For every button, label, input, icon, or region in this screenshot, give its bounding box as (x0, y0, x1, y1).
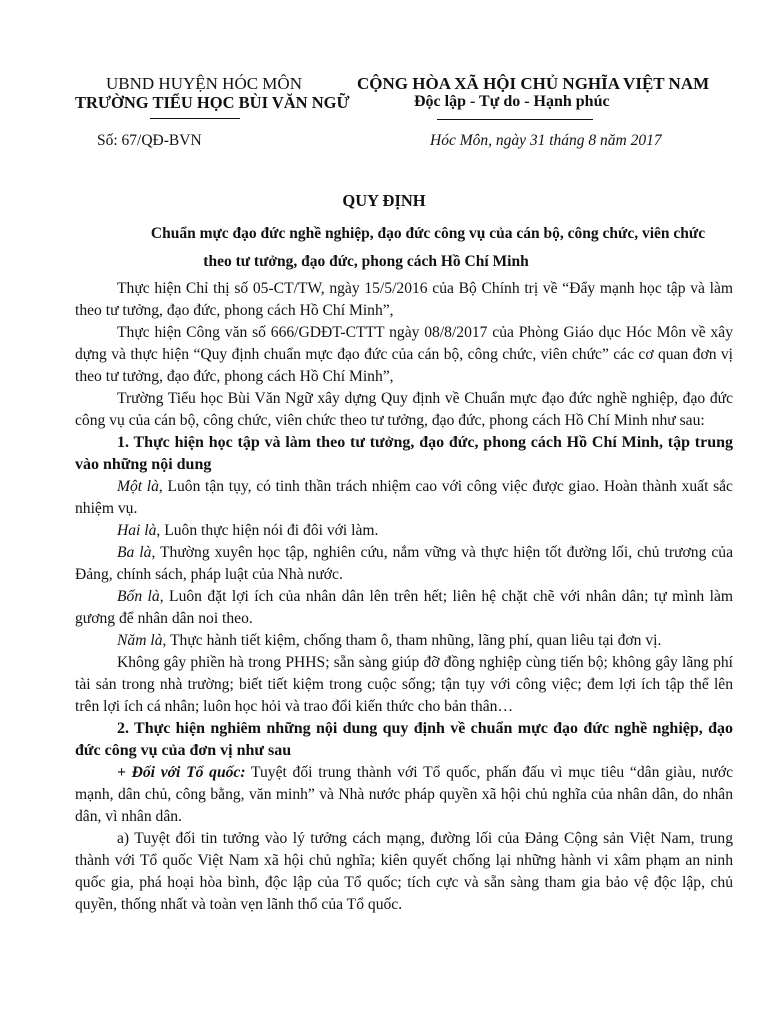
item-lead: Bốn là (117, 588, 160, 605)
list-item (75, 520, 733, 542)
place-and-date: Hóc Môn, ngày 31 tháng 8 năm 2017 (430, 132, 662, 149)
list-item (75, 476, 733, 520)
list-item (75, 630, 733, 652)
document-title: QUY ĐỊNH (342, 191, 426, 210)
document-subtitle-line2: theo tư tưởng, đạo đức, phong cách Hồ Chí Minh (203, 253, 529, 270)
paragraph-text: Tuyệt đối trung thành với Tổ quốc, phấn đấu vì mục tiêu “dân giàu, nước mạnh, dân chủ, công bằng, văn minh” và Nhà nước pháp quyền xã hội chủ nghĩa của nhân dân, do nhân dân, vì nhân dân. (75, 764, 733, 825)
item-text: , Thực hành tiết kiệm, chống tham ô, tham nhũng, lãng phí, quan liêu tại đơn vị. (162, 632, 662, 649)
national-motto: Độc lập - Tự do - Hạnh phúc (414, 93, 610, 110)
paragraph (75, 762, 733, 828)
paragraph-lead: + Đối với Tổ quốc: (117, 764, 246, 781)
paragraph: Thực hiện Chỉ thị số 05-CT/TW, ngày 15/5/2016 của Bộ Chính trị về “Đẩy mạnh học tập và làm theo tư tưởng, đạo đức, phong cách Hồ Chí Minh”, (75, 280, 733, 319)
item-lead: Ba là (117, 544, 152, 561)
item-text: , Luôn tận tụy, có tinh thần trách nhiệm cao với công việc được giao. Hoàn thành xuất sắc nhiệm vụ. (75, 478, 733, 517)
school-underline (150, 118, 240, 119)
motto-underline (437, 119, 593, 120)
school-name: TRƯỜNG TIỂU HỌC BÙI VĂN NGỮ (75, 93, 350, 112)
list-item (75, 542, 733, 586)
document-number: Số: 67/QĐ-BVN (97, 132, 202, 149)
section-heading-2: 2. Thực hiện nghiêm những nội dung quy định về chuẩn mực đạo đức nghề nghiệp, đạo đức công vụ của đơn vị như sau (75, 720, 733, 759)
item-lead: Năm là (117, 632, 163, 649)
country-name: CỘNG HÒA XÃ HỘI CHỦ NGHĨA VIỆT NAM (357, 74, 710, 93)
item-lead: Hai là (117, 522, 157, 539)
section-heading-1: 1. Thực hiện học tập và làm theo tư tưởng, đạo đức, phong cách Hồ Chí Minh, tập trung vào những nội dung (75, 434, 733, 473)
document-subtitle-line1: Chuẩn mực đạo đức nghề nghiệp, đạo đức công vụ của cán bộ, công chức, viên chức (150, 225, 706, 242)
item-text: , Luôn thực hiện nói đi đôi với làm. (156, 522, 379, 539)
item-lead: Một là (117, 478, 159, 495)
list-item (75, 586, 733, 630)
paragraph: Thực hiện Công văn số 666/GDĐT-CTTT ngày 08/8/2017 của Phòng Giáo dục Hóc Môn về xây dựng và thực hiện “Quy định chuẩn mực đạo đức của cán bộ, công chức, viên chức” các cơ quan đơn vị theo tư tưởng, đạo đức, phong cách Hồ Chí Minh”, (75, 324, 733, 385)
paragraph: Trường Tiểu học Bùi Văn Ngữ xây dựng Quy định về Chuẩn mực đạo đức nghề nghiệp, đạo đức công vụ của cán bộ, công chức, viên chức theo tư tưởng, đạo đức, phong cách Hồ Chí Minh như sau: (75, 390, 733, 429)
paragraph: a) Tuyệt đối tin tưởng vào lý tưởng cách mạng, đường lối của Đảng Cộng sản Việt Nam, trung thành với Tổ quốc Việt Nam xã hội chủ nghĩa; kiên quyết chống lại những hành vi xâm phạm an ninh quốc gia, phá hoại hòa bình, độc lập của Tổ quốc; tích cực và sẵn sàng tham gia bảo vệ độc lập, chủ quyền, thống nhất và toàn vẹn lãnh thổ của Tổ quốc. (75, 830, 733, 913)
agency-name: UBND HUYỆN HÓC MÔN (106, 74, 302, 93)
item-text: , Thường xuyên học tập, nghiên cứu, nắm vững và thực hiện tốt đường lối, chủ trương của Đảng, chính sách, pháp luật của Nhà nước. (75, 544, 733, 583)
document-body (75, 278, 733, 916)
paragraph: Không gây phiền hà trong PHHS; sẵn sàng giúp đỡ đồng nghiệp cùng tiến bộ; không gây lãng phí tài sản trong nhà trường; biết tiết kiệm trong cuộc sống; tận tụy với công việc; đem lợi ích tập thể lên trên lợi ích cá nhân; luôn học hỏi và trao đổi kiến thức cho bản thân… (75, 654, 733, 715)
item-text: , Luôn đặt lợi ích của nhân dân lên trên hết; liên hệ chặt chẽ với nhân dân; tự mình làm gương để nhân dân noi theo. (75, 588, 733, 627)
